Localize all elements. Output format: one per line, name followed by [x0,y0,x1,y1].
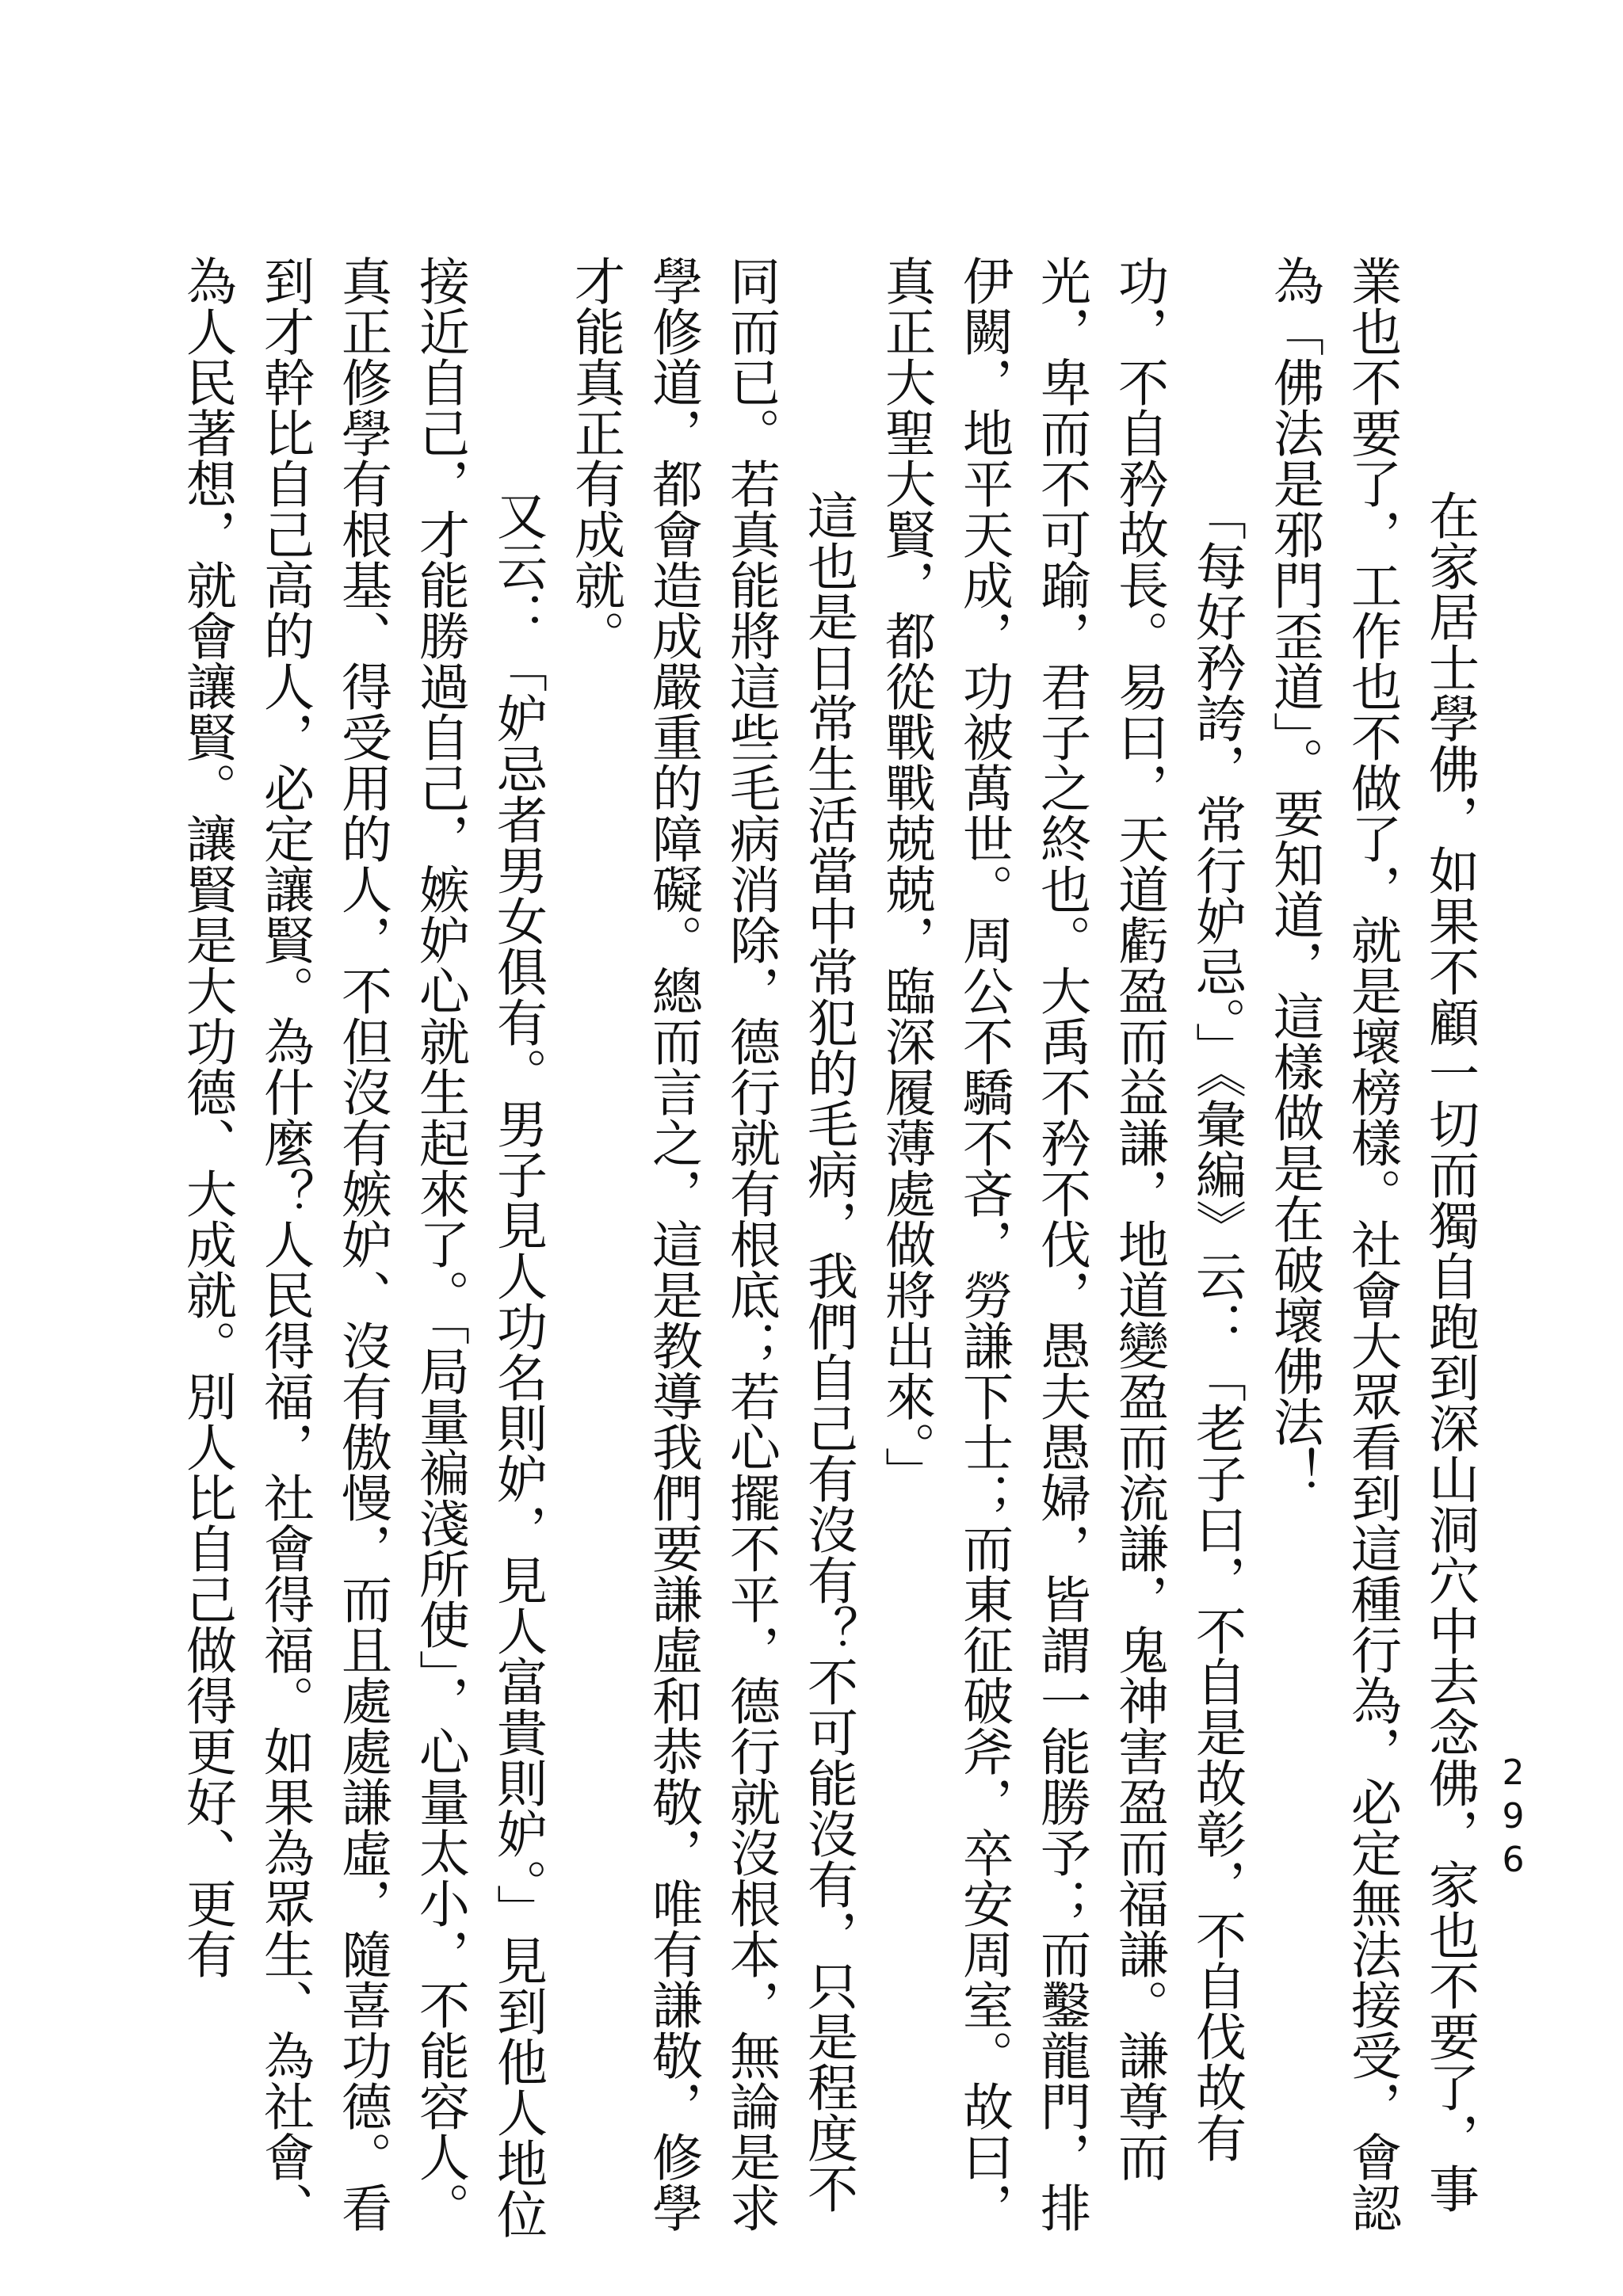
paragraph-arrogance-jealousy: 「每好矜誇，常行妒忌。」《彙編》云：「老子曰，不自是故彰，不自伐故有功，不自矜故長。易曰，天道虧盈而益謙，地道變盈而流謙，鬼神害盈而福謙。謙尊而光，卑而不可踰，君子之終也。大禹不矜不伐，愚夫愚婦，皆謂一能勝予；而鑿龍門，排伊闕，地平天成，功被萬世。周公不驕不吝，勞謙下士；而東征破斧，卒安周室。故曰，真正大聖大賢，都從戰戰兢兢，臨深履薄處做將出來。」 [876,255,1246,2233]
body-text [168,255,1488,2252]
paragraph-lay-buddhist: 在家居士學佛，如果不顧一切而獨自跑到深山洞穴中去念佛，家也不要了，事業也不要了，工作也不做了，就是壞榜樣。社會大眾看到這種行為，必定無法接受，會認為「佛法是邪門歪道」。要知道，這樣做是在破壞佛法！ [1265,255,1479,2233]
paragraph-daily-faults: 這也是日常生活當中常犯的毛病，我們自己有沒有？不可能沒有，只是程度不同而已。若真能將這些毛病消除，德行就有根底；若心擺不平，德行就沒根本，無論是求學修道，都會造成嚴重的障礙。總而言之，這是教導我們要謙虛和恭敬，唯有謙敬，修學才能真正有成就。 [566,255,857,2233]
paragraph-jealousy-men-women: 又云：「妒忌者男女俱有。男子見人功名則妒，見人富貴則妒。」見到他人地位接近自己，才能勝過自己，嫉妒心就生起來了。「局量褊淺所使」，心量太小，不能容人。真正修學有根基、得受用的人，不但沒有嫉妒、沒有傲慢，而且處處謙虛，隨喜功德。看到才幹比自己高的人，必定讓賢。為什麼？人民得福，社會得福。如果為眾生、為社會、為人民著想，就會讓賢。讓賢是大功德、大成就。別人比自己做得更好、更有 [178,255,547,2239]
page-number: 296 [1493,1753,1533,1883]
